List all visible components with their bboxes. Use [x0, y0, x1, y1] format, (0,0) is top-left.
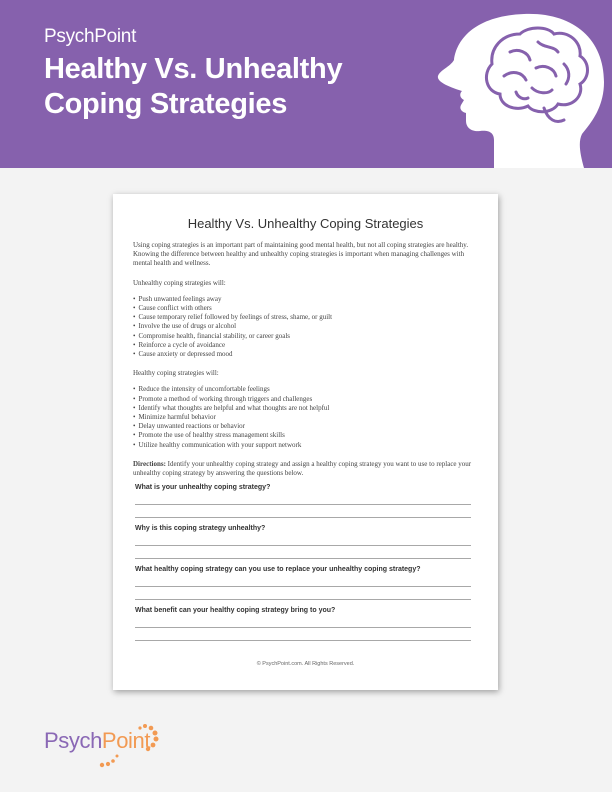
list-item: • Compromise health, financial stability, or career goals [133, 332, 478, 341]
unhealthy-list [133, 295, 478, 359]
answer-line[interactable] [135, 545, 471, 546]
list-item: • Cause temporary relief followed by feelings of stress, shame, or guilt [133, 313, 478, 322]
list-item: • Cause anxiety or depressed mood [133, 350, 478, 359]
list-item: • Delay unwanted reactions or behavior [133, 422, 478, 431]
list-item: • Push unwanted feelings away [133, 295, 478, 304]
banner-title-line-2: Coping Strategies [44, 88, 288, 120]
head-brain-icon [432, 12, 612, 168]
healthy-heading: Healthy coping strategies will: [133, 369, 219, 378]
banner-title [44, 52, 342, 122]
unhealthy-heading: Unhealthy coping strategies will: [133, 278, 226, 287]
list-item: • Promote the use of healthy stress management skills [133, 431, 478, 440]
answer-line[interactable] [135, 504, 471, 505]
list-item: • Involve the use of drugs or alcohol [133, 322, 478, 331]
answer-line[interactable] [135, 640, 471, 641]
worksheet-page [113, 194, 498, 690]
list-item: • Minimize harmful behavior [133, 413, 478, 422]
healthy-list [133, 385, 478, 449]
list-item: • Reduce the intensity of uncomfortable feelings [133, 385, 478, 394]
worksheet-body [133, 241, 478, 478]
question-3: What healthy coping strategy can you use to replace your unhealthy coping strategy? [135, 566, 421, 573]
copyright-footer: © PsychPoint.com. All Rights Reserved. [256, 661, 355, 667]
intro-paragraph: Using coping strategies is an important part of maintaining good mental health, but not all coping strategies are healthy. Knowing the difference between healthy and unhealthy coping strategies is important when managing challenges with mental health and wellness. [133, 241, 469, 268]
question-1: What is your unhealthy coping strategy? [135, 484, 271, 491]
worksheet-title: Healthy Vs. Unhealthy Coping Strategies [187, 216, 424, 231]
answer-line[interactable] [135, 599, 471, 600]
answer-line[interactable] [135, 586, 471, 587]
question-4: What benefit can your healthy coping strategy bring to you? [135, 607, 336, 614]
list-item: • Promote a method of working through triggers and challenges [133, 395, 478, 404]
directions-text: Identify your unhealthy coping strategy and assign a healthy coping strategy you want to use to replace your unhealthy coping strategy by answering the questions below. [133, 459, 472, 478]
logo-part-point: Point [101, 728, 151, 753]
banner-brand: PsychPoint [44, 26, 137, 47]
list-item: • Utilize healthy communication with your support network [133, 441, 478, 450]
answer-line[interactable] [135, 517, 471, 518]
header-banner [0, 0, 612, 168]
answer-line[interactable] [135, 627, 471, 628]
list-item: • Reinforce a cycle of avoidance [133, 341, 478, 350]
banner-title-line-1: Healthy Vs. Unhealthy [44, 53, 343, 85]
directions-paragraph [133, 460, 478, 478]
logo-wordmark [44, 728, 150, 754]
answer-line[interactable] [135, 558, 471, 559]
list-item: • Cause conflict with others [133, 304, 478, 313]
list-item: • Identify what thoughts are helpful and what thoughts are not helpful [133, 404, 478, 413]
question-2: Why is this coping strategy unhealthy? [135, 525, 266, 532]
directions-label: Directions: [133, 459, 166, 468]
psychpoint-logo [44, 722, 174, 772]
logo-part-psych: Psych [44, 728, 102, 753]
